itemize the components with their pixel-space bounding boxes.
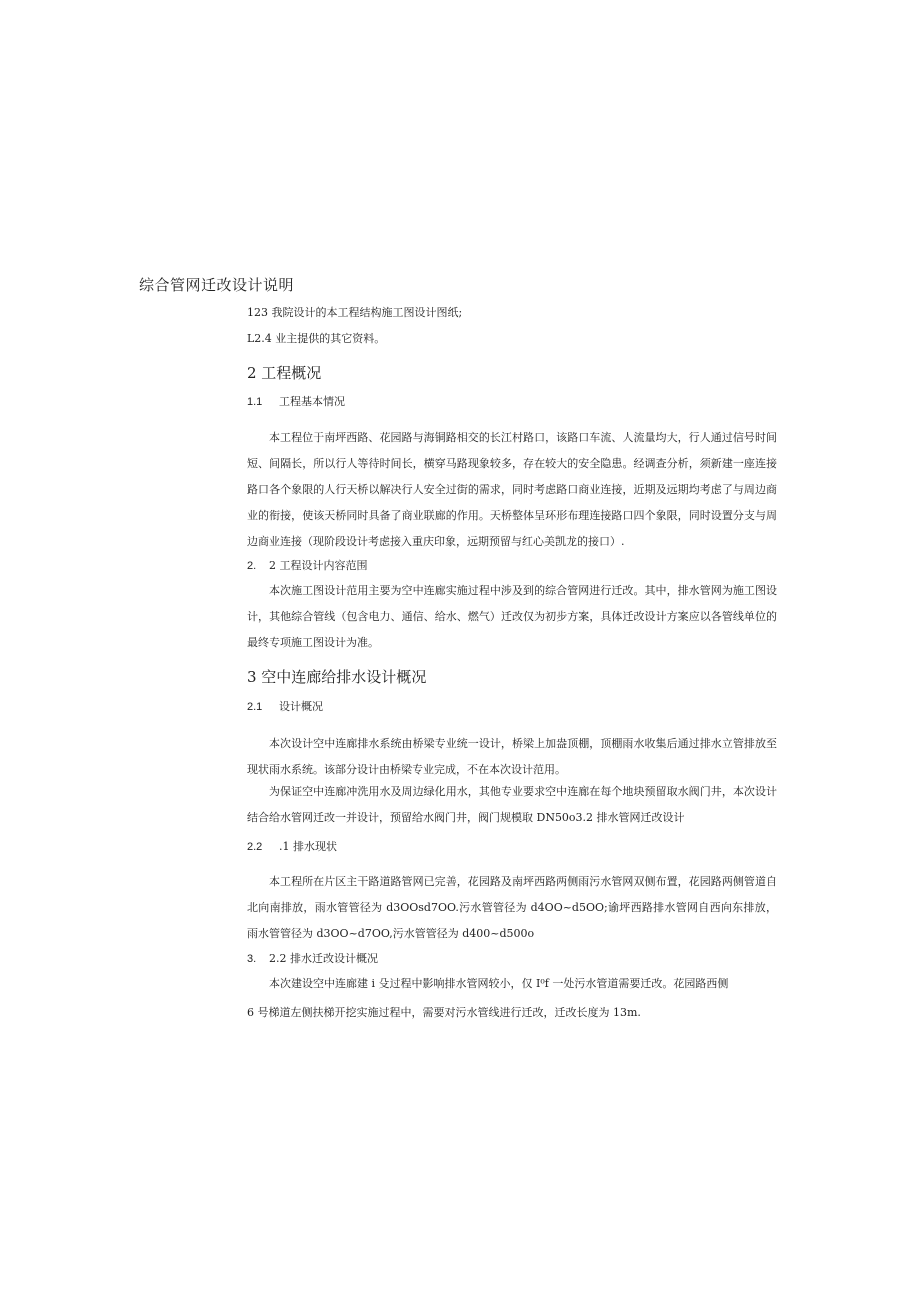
section-3-heading: 3 空中连廊给排水设计概况 — [247, 668, 427, 686]
section-number: 3. — [247, 953, 257, 965]
drainage-status-paragraph: 本工程所在片区主干路道路管网已完善，花园路及南坪西路两侧雨污水管网双侧布置，花园路两侧管道自北向南排放，雨水管管径为 d3OOsd7OO.污水管管径为 d4OO~d5OO;谕坪西路排水管网自西向东排放，雨水管管径为 d3OO~d7OO,污水管管径为 d400~d500o — [247, 875, 777, 940]
section-3-2-2-heading — [247, 950, 378, 966]
section-2-1-heading — [247, 393, 345, 409]
section-title: 工程基本情况 — [279, 395, 345, 408]
relocation-overview-line-1: 本次建设空中连廊建 i 殳过程中影响排水管网较小，仅 I⁰f 一处污水管道需要迁改。花园路西侧 — [269, 977, 729, 990]
water-valve-paragraph: 为保证空中连廊冲洗用水及周边绿化用水，其他专业要求空中连廊在每个地块预留取水阀门井，本次设计结合给水管网迁改一并设计，预留给水阀门井，阀门规模取 DN50o3.2 排水管网迁改设计 — [247, 785, 777, 824]
section-2-2-drainage-heading — [247, 838, 337, 854]
section-title: 2 工程设计内容范围 — [269, 559, 368, 572]
section-title: .1 排水现状 — [279, 840, 337, 853]
section-2-heading: 2 工程概况 — [247, 364, 322, 382]
section-number: 2. — [247, 560, 257, 572]
section-title: 2.2 排水迁改设计概况 — [269, 952, 378, 965]
section-number: 1.1 — [247, 396, 263, 408]
section-2-1-design-heading — [247, 698, 323, 714]
document-title: 综合管网迁改设计说明 — [139, 276, 295, 294]
design-scope-paragraph: 本次施工图设计范用主要为空中连廊实施过程中涉及到的综合管网进行迁改。其中，排水管网为施工图设计，其他综合管线（包含电力、通信、给水、燃气）迁改仅为初步方案，具体迁改设计方案应以各管线单位的最终专项施工图设计为准。 — [247, 584, 777, 649]
section-2-2-heading — [247, 557, 368, 573]
project-overview-paragraph: 本工程位于南坪西路、花园路与海铜路相交的长江村路口，该路口车流、人流量均大，行人通过信号时间短、间隔长，所以行人等待时间长，横穿马路现象较多，存在较大的安全隐患。经调查分析，须新建一座连接路口各个象限的人行天桥以解决行人安全过街的需求，同时考虑路口商业连接，近期及远期均考虑了与周边商业的衔接，使该天桥同时具备了商业联廊的作用。天桥整体呈环形布理连接路口四个象限，同时设置分支与周边商业连接（现阶段设计考虑接入重庆印象，远期预留与红心美凯龙的接口）. — [247, 431, 777, 548]
drainage-design-paragraph: 本次设计空中连廊排水系统由桥梁专业统一设计，桥梁上加盎顶棚，顶棚雨水收集后通过排水立管排放至现状雨水系统。该部分设计由桥梁专业完成，不在本次设计范用。 — [247, 737, 777, 776]
section-title: 设计概况 — [279, 700, 323, 713]
relocation-overview-line-2: 6 号梯道左侧扶梯开挖实施过程中，需要对污水管线进行迁改，迁改长度为 13m. — [247, 1006, 641, 1019]
reference-item-3: 123 我院设计的本工程结构施工图设计图纸; — [247, 306, 463, 319]
section-number: 2.2 — [247, 841, 263, 853]
section-number: 2.1 — [247, 701, 263, 713]
reference-item-4: L2.4 业主提供的其它资料。 — [247, 332, 386, 345]
